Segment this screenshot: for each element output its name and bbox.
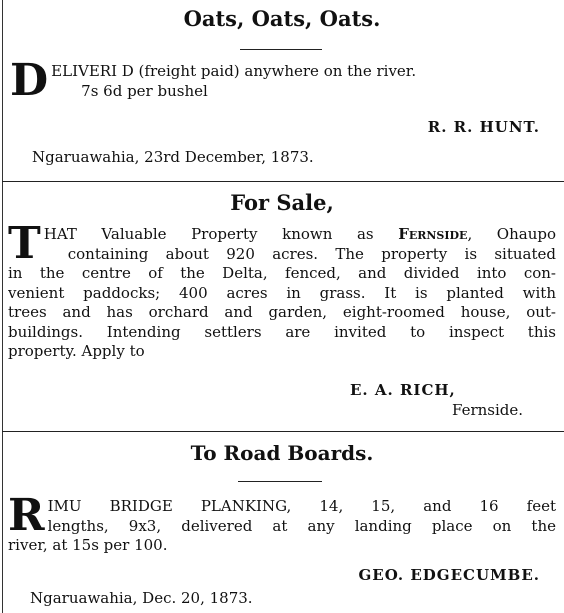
ad-road-boards-line-2: lengths, 9x3, delivered at any landing place on the — [47, 516, 556, 535]
ad-for-sale-property-name: Fernside — [398, 225, 468, 243]
ad-divider-2 — [2, 431, 564, 432]
ad-for-sale-line-4: venient paddocks; 400 acres in grass. It is planted with — [8, 283, 556, 302]
ad-road-boards-dateline: Ngaruawahia, Dec. 20, 1873. — [30, 589, 253, 607]
ad-for-sale-signature-place: Fernside. — [452, 401, 524, 419]
ad-for-sale-line-3: in the centre of the Delta, fenced, and divided into con- — [8, 264, 556, 282]
ad-for-sale-line-1 — [44, 225, 556, 245]
ad-oats-body — [10, 55, 556, 106]
ad-for-sale-line-5: trees and has orchard and garden, eight-roomed house, out- — [8, 303, 556, 321]
ad-road-boards-heading: To Road Boards. — [190, 441, 374, 465]
ad-oats-heading: Oats, Oats, Oats. — [183, 6, 381, 31]
ad-road-boards-body — [8, 490, 556, 556]
ad-oats-dateline: Ngaruawahia, 23rd December, 1873. — [32, 148, 314, 166]
ad-oats-drop-cap: D — [10, 55, 49, 106]
ad-for-sale-body — [8, 218, 556, 362]
ad-for-sale-line-1-text: HAT Valuable Property known as — [43, 225, 399, 243]
ad-oats-line-1: ELIVERI D (freight paid) anywhere on the river. — [51, 62, 417, 80]
ad-road-boards-drop-cap: R — [8, 490, 45, 541]
ad-road-boards-line-3: river, at 15s per 100. — [8, 536, 168, 554]
ad-for-sale-line-7: property. Apply to — [8, 342, 145, 360]
ad-for-sale-signature: E. A. RICH, — [350, 381, 456, 399]
ad-for-sale-line-1-end: , Ohaupo — [467, 225, 556, 243]
column-left-rule — [2, 0, 3, 613]
ad-divider-1 — [2, 181, 564, 182]
ad-road-boards-signature: GEO. EDGECUMBE. — [358, 566, 540, 584]
ad-oats-signature: R. R. HUNT. — [427, 118, 540, 136]
ad-for-sale-drop-cap: T — [8, 218, 41, 269]
ad-for-sale-heading: For Sale, — [230, 190, 334, 215]
ad-oats-heading-rule — [240, 49, 322, 50]
ad-for-sale-line-2: containing about 920 acres. The property is situated — [67, 244, 556, 263]
ad-road-boards-line-1: IMU BRIDGE PLANKING, 14, 15, and 16 feet — [47, 497, 556, 515]
ad-oats-line-2: 7s 6d per bushel — [81, 81, 208, 100]
ad-for-sale-line-6: buildings. Intending settlers are invited to inspect this — [8, 322, 556, 341]
ad-road-boards-heading-rule — [238, 481, 322, 482]
